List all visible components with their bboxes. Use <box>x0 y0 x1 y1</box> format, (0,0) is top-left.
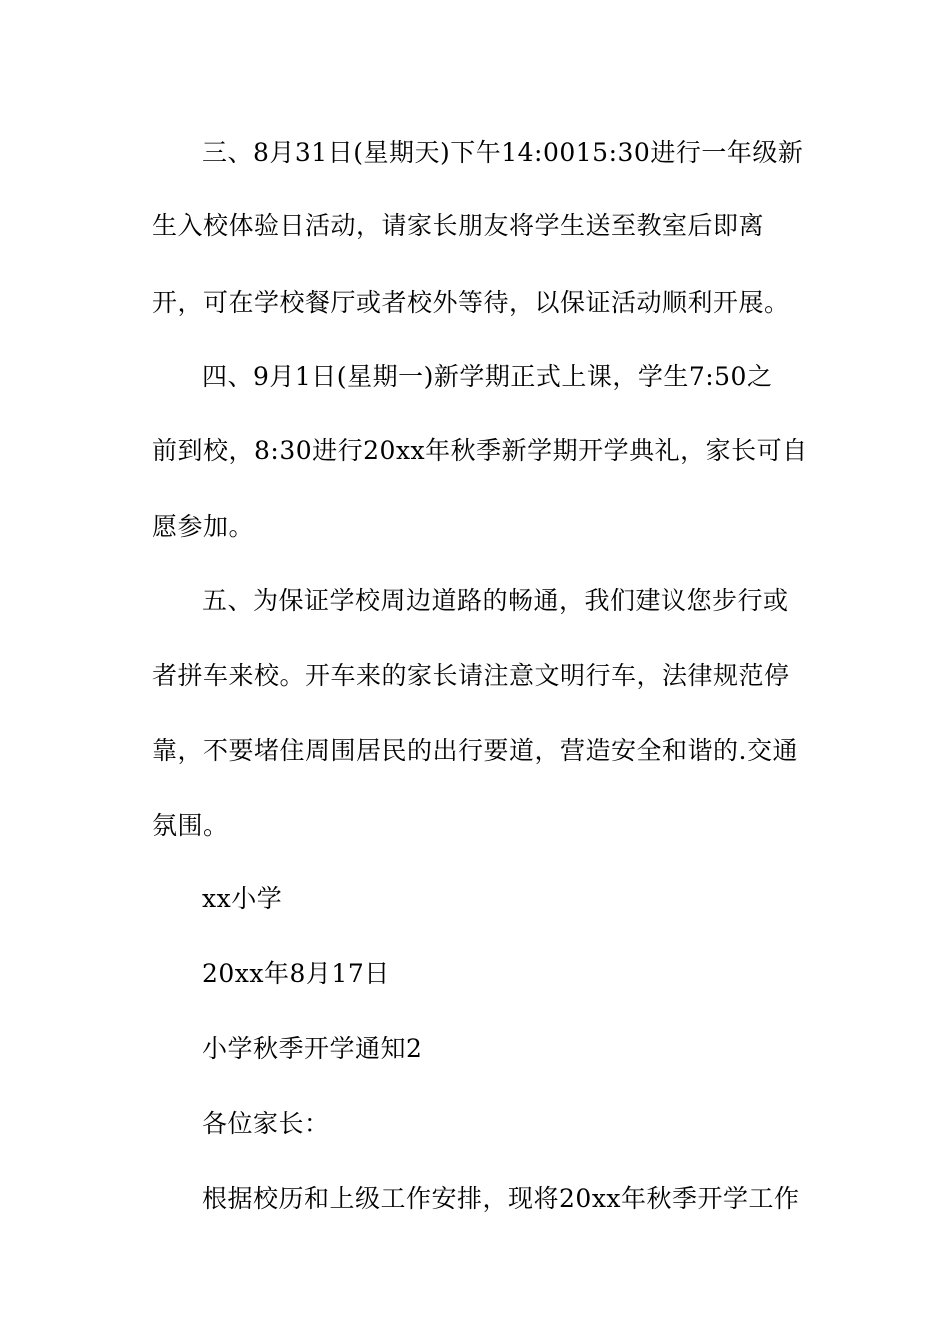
notice-2-title: 小学秋季开学通知2 <box>202 1034 423 1063</box>
paragraph-3-line-1: 三、8月31日(星期天)下午14:0015:30进行一年级新 <box>202 138 804 167</box>
paragraph-4-line-2: 前到校，8:30进行20xx年秋季新学期开学典礼，家长可自 <box>152 436 808 465</box>
paragraph-4-line-1: 四、9月1日(星期一)新学期正式上课，学生7:50之 <box>202 362 773 391</box>
notice-2-salutation: 各位家长： <box>202 1109 330 1138</box>
notice-2-paragraph-1-line-1: 根据校历和上级工作安排，现将20xx年秋季开学工作 <box>202 1184 800 1213</box>
paragraph-5-line-4: 氛围。 <box>152 811 229 840</box>
paragraph-5-line-3: 靠，不要堵住周围居民的出行要道，营造安全和谐的.交通 <box>152 736 798 765</box>
signature-school: xx小学 <box>202 884 283 913</box>
paragraph-5-line-1: 五、为保证学校周边道路的畅通，我们建议您步行或 <box>202 586 789 615</box>
signature-date: 20xx年8月17日 <box>202 959 390 988</box>
paragraph-5-line-2: 者拼车来校。开车来的家长请注意文明行车，法律规范停 <box>152 661 790 690</box>
paragraph-4-line-3: 愿参加。 <box>152 512 255 541</box>
paragraph-3-line-3: 开，可在学校餐厅或者校外等待，以保证活动顺利开展。 <box>152 288 790 317</box>
paragraph-3-line-2: 生入校体验日活动，请家长朋友将学生送至教室后即离 <box>152 211 765 240</box>
